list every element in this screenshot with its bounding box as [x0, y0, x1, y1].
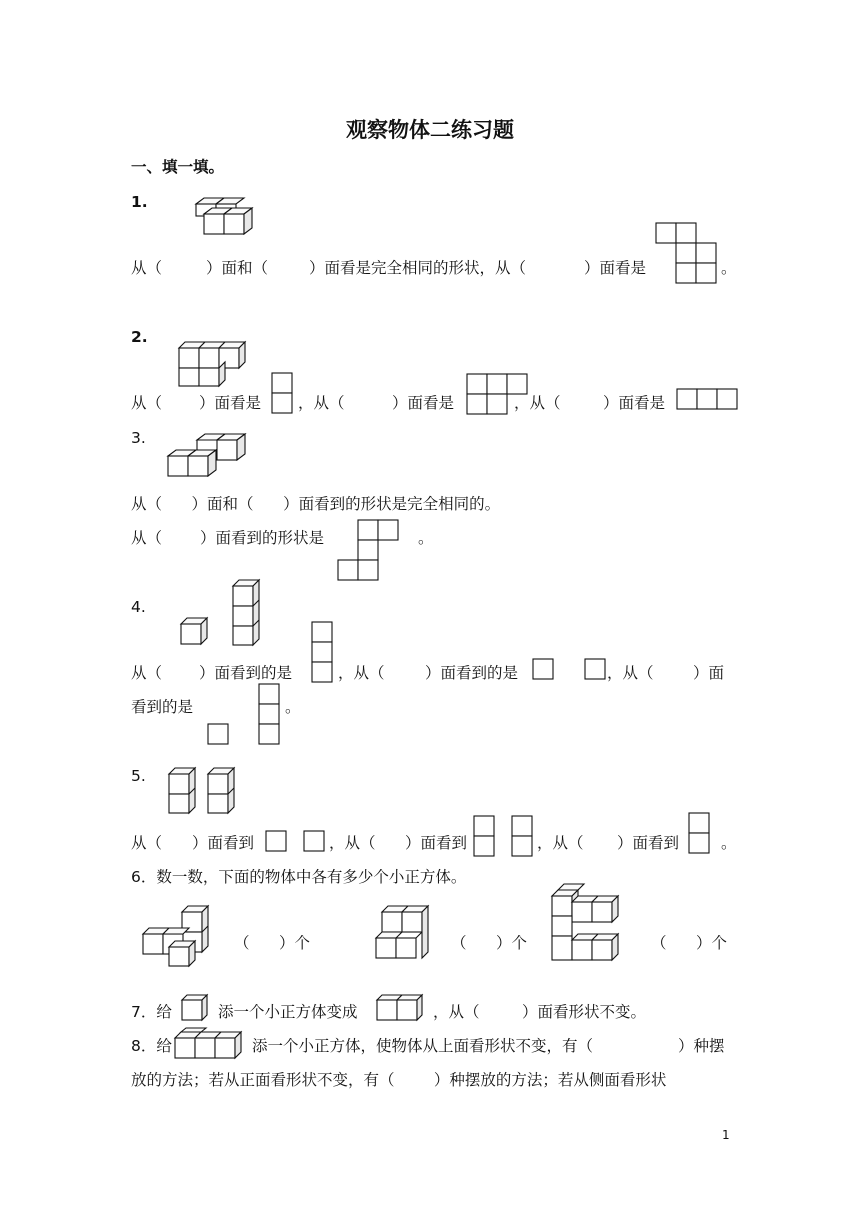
section-heading: 一、填一填。 — [131, 158, 225, 176]
q5-text-4: ）面看到 — [405, 834, 468, 852]
q5-text-7: 。 — [721, 834, 737, 852]
q7-cube-figure-1 — [180, 993, 210, 1023]
q5-view-shape-1b — [303, 830, 327, 854]
q5-text-3: ，从（ — [329, 834, 376, 852]
q3-text-3: 。 — [418, 529, 434, 547]
q7-text-2: 添一个小正方体变成 — [218, 1003, 358, 1021]
q5-cube-figure-1 — [166, 766, 200, 816]
q2-text-2: ）面看是 — [199, 394, 262, 412]
page-number: 1 — [722, 1128, 730, 1142]
q4-text-6: ）面 — [693, 664, 725, 682]
q6-cube-figure-3 — [549, 882, 623, 964]
q2-text-3: ，从（ — [298, 394, 345, 412]
q5-cube-figure-2 — [205, 766, 239, 816]
q1-view-shape — [655, 222, 719, 286]
q7-cube-figure-2 — [375, 993, 425, 1023]
q1-text-3: ）面看是完全相同的形状，从（ — [309, 259, 527, 277]
q5-view-shape-1a — [265, 830, 289, 854]
q4-view-shape-2a — [532, 658, 556, 682]
q8-text-2: 添一个小正方体，使物体从上面看形状不变，有（ — [252, 1037, 594, 1055]
q2-text-1: 从（ — [131, 394, 163, 412]
q1-number: 1. — [131, 193, 148, 211]
q5-number: 5. — [131, 767, 146, 785]
q6-cube-figure-2 — [373, 904, 437, 964]
q3-number: 3. — [131, 429, 146, 447]
q8-text-3: ）种摆 — [678, 1037, 725, 1055]
q4-text-4: ）面看到的是 — [425, 664, 519, 682]
q4-text-7: 看到的是 — [131, 698, 194, 716]
q6-instruction: 6．数一数，下面的物体中各有多少个小正方体。 — [131, 868, 467, 886]
q2-text-4: ）面看是 — [392, 394, 455, 412]
q4-view-shape-3a — [258, 683, 282, 747]
q2-cube-figure — [176, 338, 250, 388]
q6-blank-3: （ ）个 — [651, 934, 728, 952]
q7-text-4: ）面看形状不变。 — [522, 1003, 647, 1021]
q4-cube-figure-1 — [178, 616, 212, 648]
q4-text-1: 从（ — [131, 664, 163, 682]
q4-number: 4. — [131, 598, 146, 616]
q4-text-2: ）面看到的是 — [199, 664, 293, 682]
q2-text-6: ）面看是 — [603, 394, 666, 412]
q8-cube-figure — [172, 1027, 244, 1063]
q4-cube-figure-2 — [230, 578, 264, 648]
page-title: 观察物体二练习题 — [346, 117, 514, 142]
q3-text-1: 从（ — [131, 529, 163, 547]
q6-cube-figure-1 — [140, 904, 214, 968]
q3-view-shape — [337, 519, 401, 583]
q7-text-3: ，从（ — [433, 1003, 480, 1021]
q8-line-2: 放的方法；若从正面看形状不变，有（ ）种摆放的方法；若从侧面看形状 — [131, 1071, 667, 1089]
q2-text-5: ，从（ — [514, 394, 561, 412]
q2-view-shape-1 — [271, 372, 295, 416]
q4-text-3: ，从（ — [338, 664, 385, 682]
q3-line-1: 从（ ）面和（ ）面看到的形状是完全相同的。 — [131, 495, 501, 513]
q4-text-8: 。 — [285, 698, 301, 716]
q6-blank-2: （ ）个 — [451, 934, 528, 952]
q1-cube-figure — [190, 196, 262, 242]
q3-cube-figure — [165, 432, 249, 480]
q2-number: 2. — [131, 328, 148, 346]
q5-text-1: 从（ — [131, 834, 163, 852]
q4-view-shape-2b — [584, 658, 608, 682]
q2-view-shape-3 — [676, 388, 740, 412]
q5-text-5: ，从（ — [537, 834, 584, 852]
q1-text-2: ）面和（ — [206, 259, 269, 277]
q5-view-shape-3 — [688, 812, 712, 856]
q7-text-1: 7．给 — [131, 1003, 172, 1021]
q1-text-1: 从（ — [131, 259, 163, 277]
q4-view-shape-1 — [311, 621, 335, 685]
q1-text-5: 。 — [721, 259, 737, 277]
q8-text-1: 8．给 — [131, 1037, 172, 1055]
q4-view-shape-3b — [207, 723, 231, 747]
q5-view-shape-2b — [511, 815, 535, 859]
q5-text-2: ）面看到 — [192, 834, 255, 852]
q5-text-6: ）面看到 — [617, 834, 680, 852]
q4-text-5: ，从（ — [607, 664, 654, 682]
q6-blank-1: （ ）个 — [234, 934, 311, 952]
q5-view-shape-2a — [473, 815, 497, 859]
q3-text-2: ）面看到的形状是 — [200, 529, 325, 547]
q1-text-4: ）面看是 — [584, 259, 647, 277]
